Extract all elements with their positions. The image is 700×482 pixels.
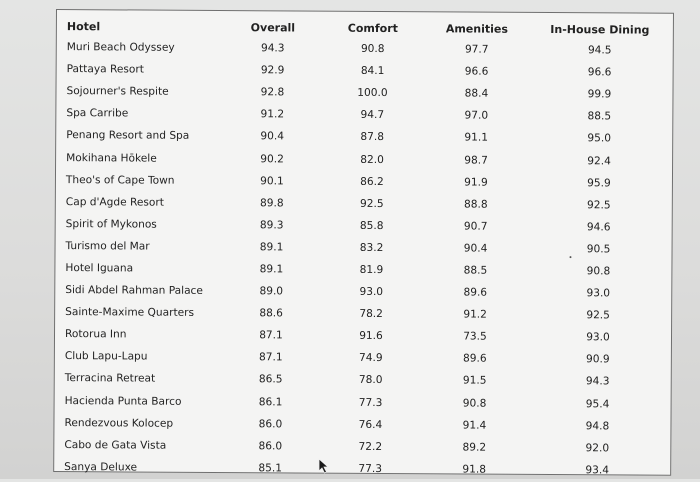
cell-comfort: 87.8 (360, 131, 385, 144)
column-header-overall: Overall (250, 20, 296, 34)
cell-overall: 89.3 (259, 219, 284, 232)
cell-overall: 94.3 (260, 42, 285, 55)
column-header-in-house-dining: In-House Dining (550, 22, 650, 37)
cell-overall: 89.0 (259, 285, 284, 298)
cell-in-house-dining: 92.0 (585, 441, 610, 455)
cell-overall: 89.8 (259, 196, 284, 210)
cell-amenities: 96.6 (464, 65, 489, 78)
cell-comfort: 82.0 (360, 153, 384, 166)
cell-hotel: Sidi Abdel Rahman Palace (65, 284, 203, 297)
cell-hotel: Hacienda Punta Barco (64, 394, 182, 408)
cell-overall: 86.1 (258, 395, 283, 408)
cell-amenities: 91.8 (462, 463, 487, 476)
cell-hotel: Sainte-Maxime Quarters (65, 306, 195, 320)
cell-amenities: 91.9 (464, 176, 488, 189)
cell-overall: 90.1 (260, 174, 284, 188)
cell-hotel: Hotel Iguana (65, 262, 134, 275)
cell-comfort: 94.7 (360, 109, 385, 122)
cell-hotel: Terracina Retreat (64, 372, 156, 386)
cell-amenities: 89.6 (463, 352, 487, 365)
cell-amenities: 91.4 (462, 419, 487, 432)
cell-in-house-dining: 94.3 (585, 375, 610, 388)
cell-overall: 89.1 (259, 263, 284, 276)
cell-hotel: Sanya Deluxe (64, 460, 138, 474)
cell-overall: 90.2 (260, 152, 284, 165)
cell-in-house-dining: 99.9 (587, 88, 612, 101)
cell-hotel: Pattaya Resort (66, 63, 144, 76)
cell-overall: 86.0 (258, 417, 283, 431)
cell-in-house-dining: 92.5 (586, 198, 611, 212)
hotel-ratings-table (54, 16, 675, 482)
cell-comfort: 92.5 (359, 197, 384, 210)
cell-hotel: Cabo de Gata Vista (64, 438, 167, 452)
cell-amenities: 73.5 (463, 330, 487, 343)
hotel-ratings-table-card (53, 9, 674, 476)
table-body (54, 36, 675, 482)
cell-overall: 87.1 (259, 329, 283, 342)
cell-comfort: 74.9 (359, 352, 383, 365)
cell-comfort: 78.0 (358, 374, 383, 387)
cell-in-house-dining: 93.0 (586, 287, 611, 300)
cell-hotel: Rendezvous Kolocep (64, 416, 174, 430)
cell-comfort: 77.3 (358, 396, 383, 409)
cell-hotel: Theo's of Cape Town (65, 173, 175, 187)
cell-comfort: 76.4 (358, 418, 383, 431)
cell-hotel: Club Lapu-Lapu (64, 350, 148, 363)
cell-overall: 85.1 (258, 462, 283, 475)
cell-comfort: 83.2 (359, 241, 384, 254)
cell-overall: 92.8 (260, 86, 285, 99)
cell-hotel: Rotorua Inn (64, 328, 127, 341)
cell-in-house-dining: 90.8 (586, 265, 611, 278)
cell-hotel: Mokihana Hōkele (66, 151, 157, 165)
cell-amenities: 88.5 (463, 264, 488, 277)
cell-comfort: 90.8 (360, 42, 385, 56)
column-header-comfort: Comfort (347, 21, 398, 35)
cell-amenities: 91.5 (462, 374, 487, 388)
cell-in-house-dining: 93.4 (585, 464, 610, 477)
cell-hotel: Spirit of Mykonos (65, 217, 157, 231)
cell-in-house-dining: 92.5 (586, 309, 610, 322)
cell-amenities: 88.8 (463, 198, 488, 211)
cell-overall: 86.5 (258, 373, 283, 386)
cell-amenities: 90.4 (463, 242, 488, 255)
cell-comfort: 72.2 (358, 440, 383, 453)
cell-in-house-dining: 95.0 (587, 132, 612, 145)
cell-amenities: 90.7 (463, 220, 488, 233)
cell-hotel: Turismo del Mar (65, 239, 150, 253)
cell-in-house-dining: 88.5 (587, 110, 612, 123)
cell-amenities: 91.1 (464, 131, 489, 145)
cell-overall: 88.6 (259, 307, 283, 320)
cell-comfort: 81.9 (359, 263, 384, 276)
cell-comfort: 77.3 (358, 462, 383, 475)
cell-hotel: Muri Beach Odyssey (66, 41, 175, 54)
cell-amenities: 89.6 (463, 286, 488, 299)
cell-amenities: 90.8 (462, 397, 487, 410)
cell-in-house-dining: 94.6 (586, 221, 611, 234)
cell-amenities: 97.0 (464, 109, 489, 122)
cell-amenities: 91.2 (463, 308, 487, 321)
cell-overall: 90.4 (260, 130, 285, 143)
column-header-amenities: Amenities (445, 21, 508, 36)
cell-comfort: 85.8 (359, 219, 384, 232)
cell-in-house-dining: 95.4 (585, 397, 610, 410)
cell-overall: 91.2 (260, 108, 285, 121)
cell-in-house-dining: 90.5 (586, 243, 611, 256)
cell-overall: 89.1 (259, 241, 284, 254)
cell-comfort: 93.0 (359, 285, 384, 299)
cell-comfort: 84.1 (360, 65, 385, 78)
cell-in-house-dining: 93.0 (586, 331, 610, 344)
cell-comfort: 100.0 (357, 87, 388, 100)
cell-in-house-dining: 92.4 (587, 154, 611, 167)
cell-hotel: Cap d'Agde Resort (65, 195, 164, 209)
cell-comfort: 91.6 (359, 330, 383, 343)
cell-amenities: 89.2 (462, 441, 487, 454)
table-row (54, 456, 672, 482)
cell-comfort: 86.2 (360, 175, 384, 188)
cell-in-house-dining: 96.6 (587, 66, 612, 79)
cell-overall: 92.9 (260, 64, 285, 77)
cell-amenities: 98.7 (464, 154, 488, 167)
cell-hotel: Penang Resort and Spa (66, 129, 190, 143)
cell-in-house-dining: 94.5 (587, 44, 612, 57)
cell-amenities: 88.4 (464, 87, 489, 100)
stray-mark (569, 256, 571, 258)
cell-hotel: Spa Carribe (66, 107, 129, 120)
cell-amenities: 97.7 (464, 43, 489, 56)
cell-overall: 87.1 (259, 351, 283, 364)
cell-comfort: 78.2 (359, 308, 383, 321)
cell-in-house-dining: 90.9 (586, 353, 610, 366)
column-header-hotel: Hotel (66, 19, 101, 33)
cell-overall: 86.0 (258, 439, 283, 453)
cell-hotel: Sojourner's Respite (66, 85, 169, 98)
cell-in-house-dining: 95.9 (587, 176, 611, 190)
mouse-pointer-icon (318, 458, 332, 474)
cell-in-house-dining: 94.8 (585, 419, 610, 433)
